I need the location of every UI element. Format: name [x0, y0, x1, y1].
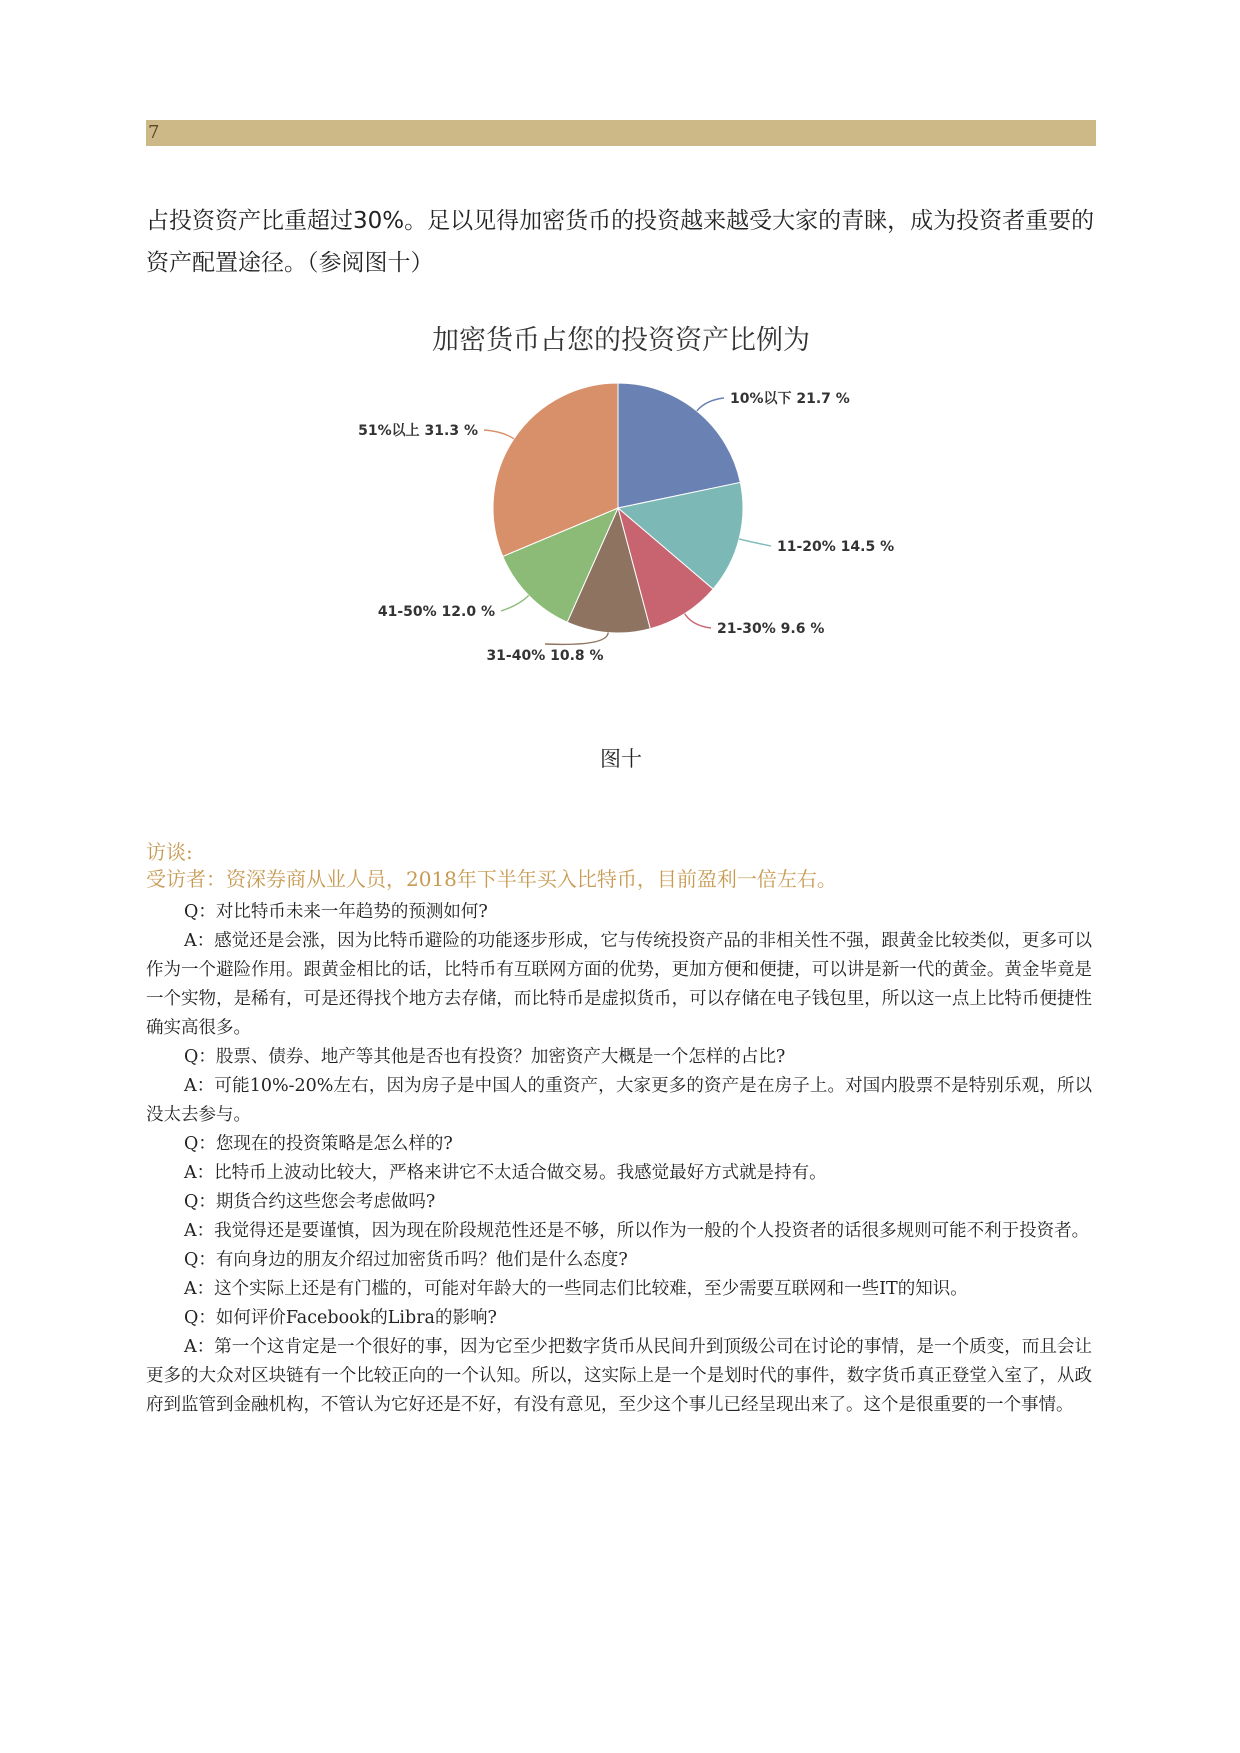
slice-label: 21-30% 9.6 %: [717, 621, 825, 637]
page-number: 7: [148, 122, 160, 143]
leader-line: [685, 614, 711, 628]
qa-paragraph: A：我觉得还是要谨慎，因为现在阶段规范性还是不够，所以作为一般的个人投资者的话很多规则可能不利于投资者。: [184, 1221, 1090, 1241]
qa-paragraph: Q：对比特币未来一年趋势的预测如何?: [184, 902, 488, 922]
qa-paragraph: A：感觉还是会涨，因为比特币避险的功能逐步形成，它与传统投资产品的非相关性不强，跟黄金比较类似，更多可以作为一个避险作用。跟黄金相比的话，比特币有互联网方面的优势，更加方便和便捷，可以讲是新一代的黄金。黄金毕竟是一个实物，是稀有，可是还得找个地方去存储，而比特币是虚拟货币，可以存储在电子钱包里，所以这一点上比特币便捷性确实高很多。: [146, 931, 1092, 1038]
leader-line: [739, 539, 771, 546]
qa-paragraph: Q：期货合约这些您会考虑做吗?: [184, 1192, 436, 1212]
intro-paragraph: 占投资资产比重超过30%。足以见得加密货币的投资越来越受大家的青睐，成为投资者重要的资产配置途径。（参阅图十）: [146, 208, 1095, 276]
figure-caption: 图十: [600, 747, 642, 771]
qa-paragraph: Q：股票、债券、地产等其他是否也有投资？加密资产大概是一个怎样的占比?: [184, 1047, 786, 1067]
pie-chart: [300, 370, 940, 700]
slice-label: 41-50% 12.0 %: [377, 604, 495, 620]
leader-line: [484, 430, 514, 439]
qa-paragraph: A：第一个这肯定是一个很好的事，因为它至少把数字货币从民间升到顶级公司在讨论的事情，是一个质变，而且会让更多的大众对区块链有一个比较正向的一个认知。所以，这实际上是一个是划时代的事件，数字货币真正登堂入室了，从政府到监管到金融机构，不管认为它好还是不好，有没有意见，至少这个事儿已经呈现出来了。这个是很重要的一个事情。: [146, 1337, 1092, 1415]
qa-paragraph: Q：如何评价Facebook的Libra的影响?: [184, 1308, 497, 1328]
leader-line: [545, 633, 608, 645]
qa-paragraph: Q：有向身边的朋友介绍过加密货币吗？他们是什么态度?: [184, 1250, 628, 1270]
qa-paragraph: Q：您现在的投资策略是怎么样的?: [184, 1134, 453, 1154]
leader-line: [697, 398, 724, 411]
slice-label: 31-40% 10.8 %: [486, 648, 604, 664]
chart-title: 加密货币占您的投资资产比例为: [432, 325, 810, 356]
interview-body: [146, 898, 1092, 1420]
qa-paragraph: A：这个实际上还是有门槛的，可能对年龄大的一些同志们比较难，至少需要互联网和一些IT的知识。: [184, 1279, 968, 1299]
header-bar: [146, 120, 1096, 146]
interview-heading: 访谈:: [146, 840, 193, 864]
interviewee-line: 受访者：资深券商从业人员，2018年下半年买入比特币，目前盈利一倍左右。: [146, 867, 837, 891]
leader-line: [501, 595, 529, 611]
slice-label: 10%以下 21.7 %: [730, 391, 850, 407]
qa-paragraph: A：比特币上波动比较大，严格来讲它不太适合做交易。我感觉最好方式就是持有。: [184, 1163, 827, 1183]
slice-label: 51%以上 31.3 %: [358, 423, 478, 439]
qa-paragraph: A：可能10%-20%左右，因为房子是中国人的重资产，大家更多的资产是在房子上。对国内股票不是特别乐观，所以没太去参与。: [146, 1076, 1092, 1125]
slice-label: 11-20% 14.5 %: [777, 539, 895, 555]
